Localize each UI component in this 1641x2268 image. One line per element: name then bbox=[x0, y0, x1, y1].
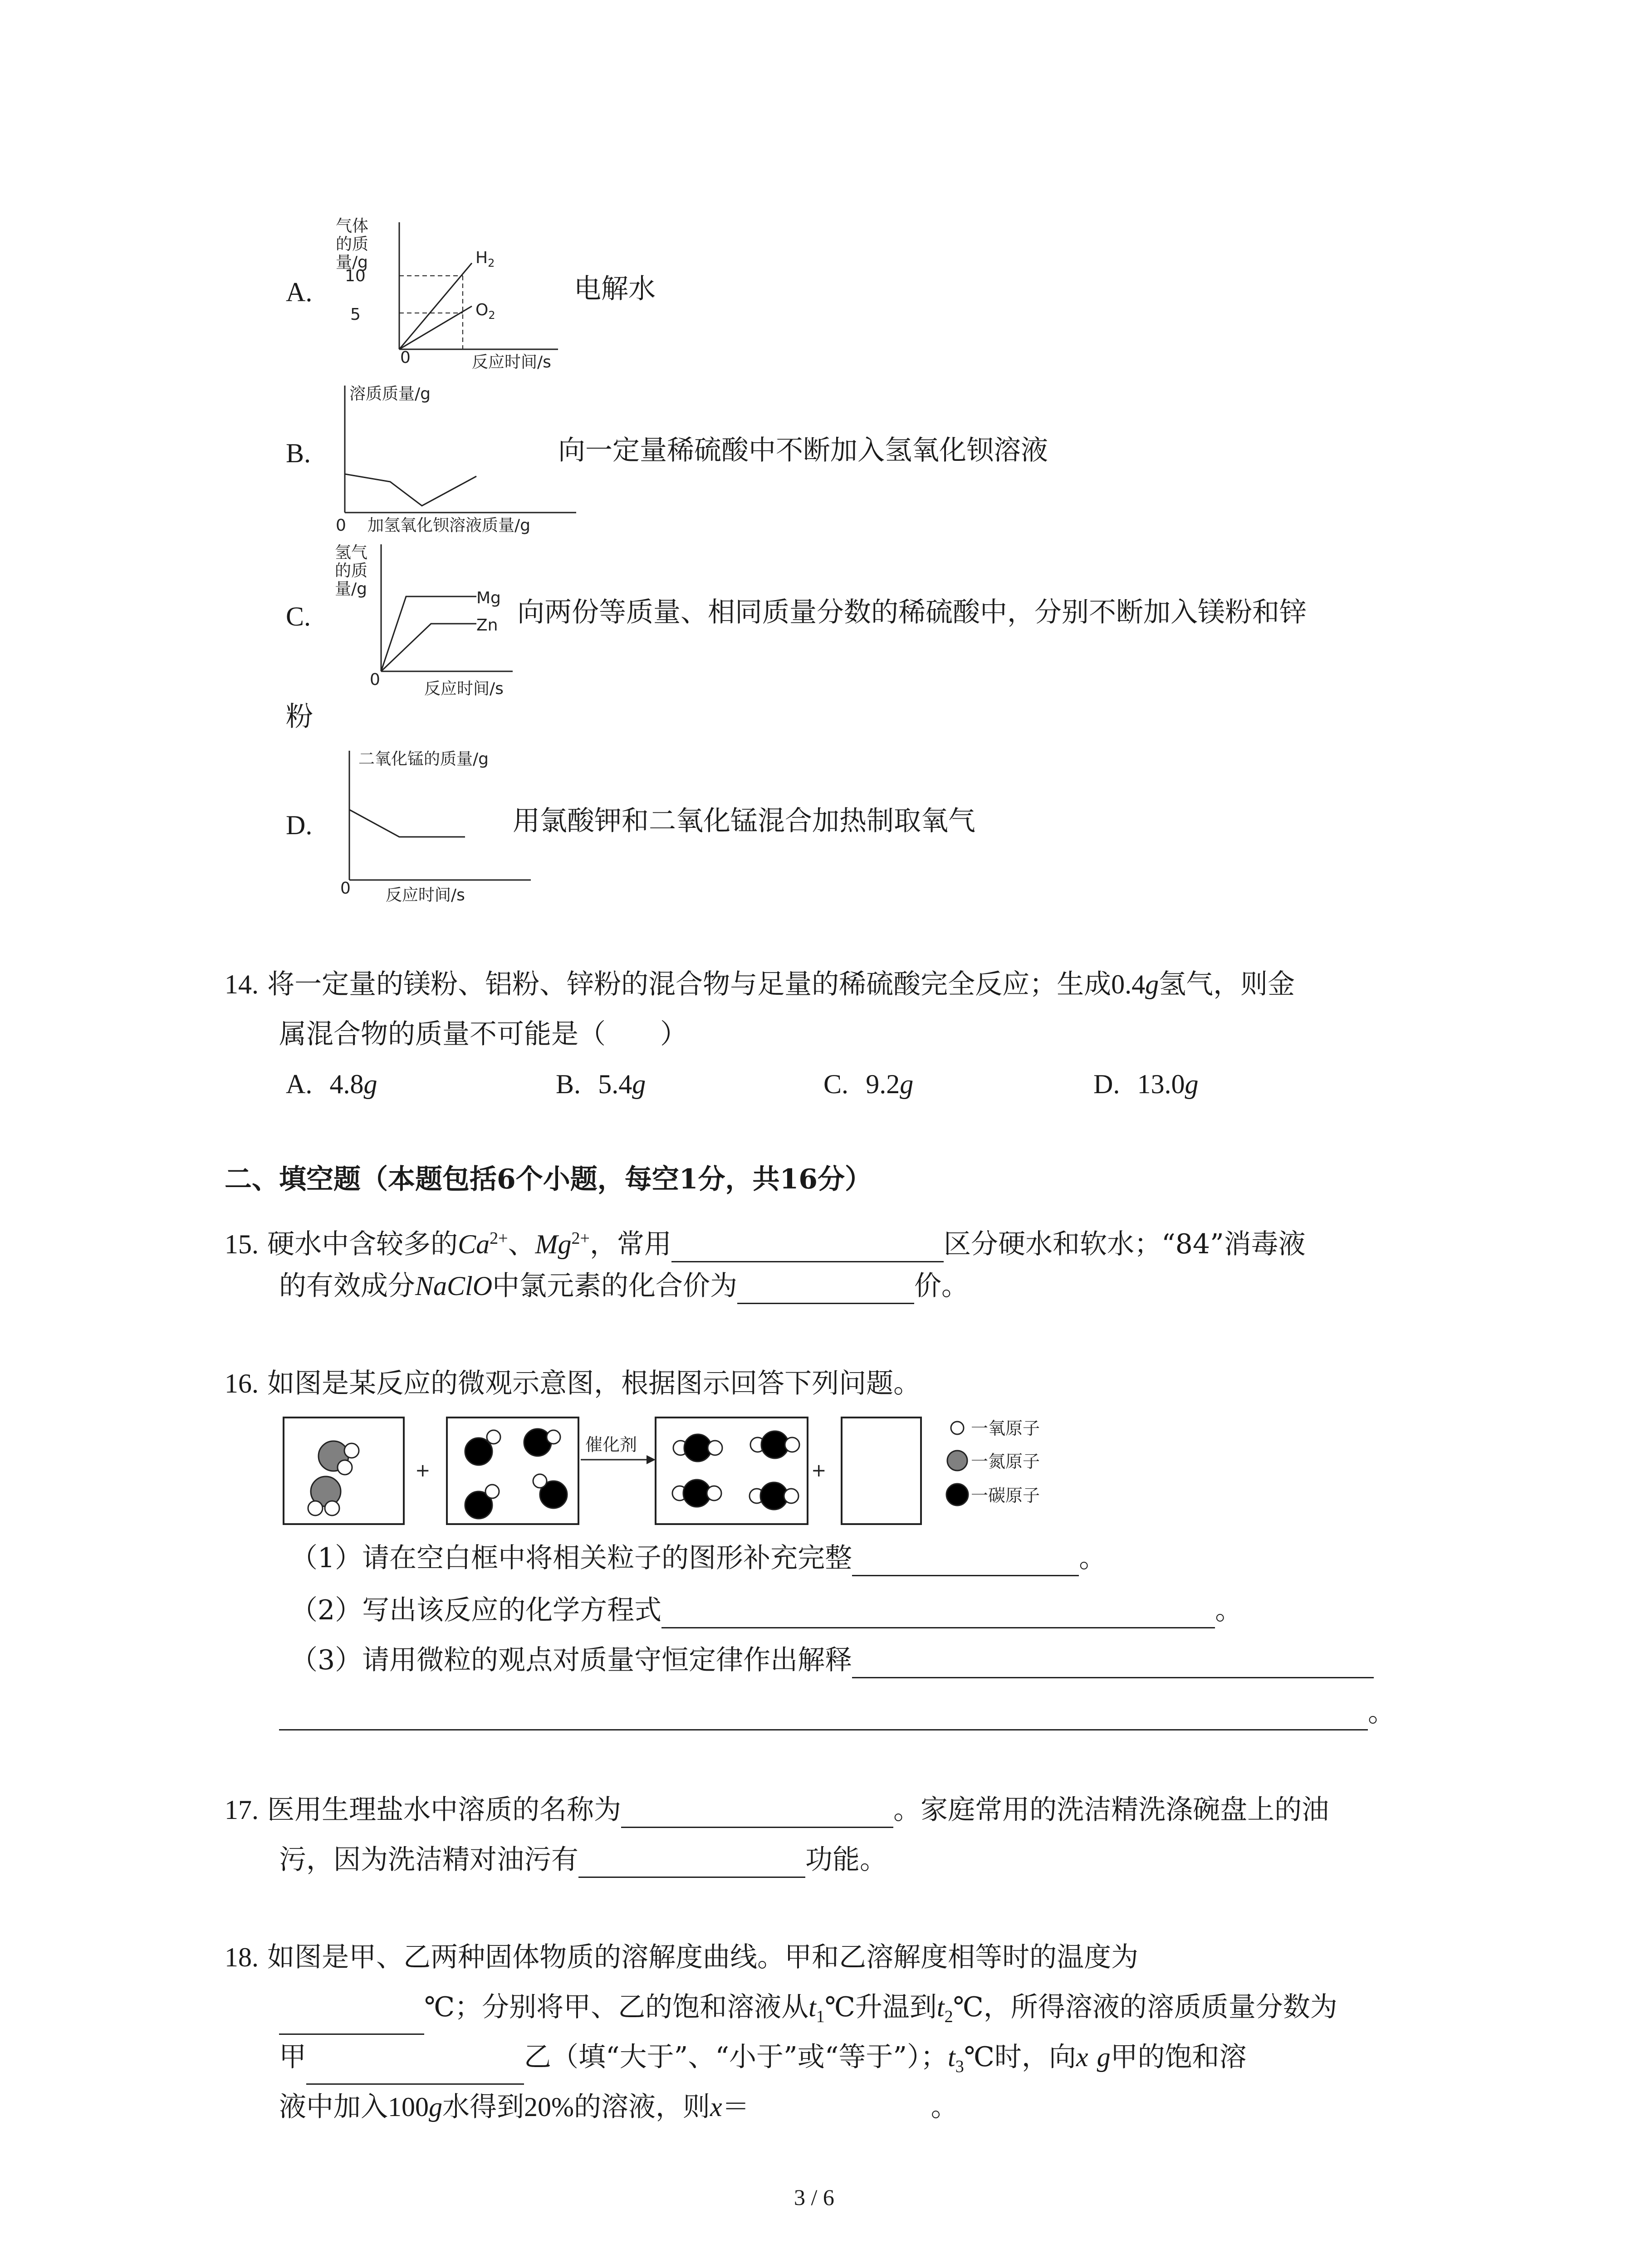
q16-blank-3b[interactable] bbox=[279, 1701, 1368, 1730]
graph-b-xlabel: 加氢氧化钡溶液质量/g bbox=[367, 516, 530, 535]
graph-b-origin: 0 bbox=[336, 516, 346, 535]
catalyst-label: 催化剂 bbox=[585, 1435, 637, 1455]
option-d-letter: D. bbox=[286, 810, 313, 840]
q14-option-b[interactable]: B. 5.4g bbox=[556, 1069, 646, 1099]
oxygen-atom-icon bbox=[951, 1422, 964, 1434]
option-c-desc-cont: 粉 bbox=[286, 701, 313, 733]
graph-b-ylabel: 溶质质量/g bbox=[349, 385, 431, 403]
q17-line1: 17. 医用生理盐水中溶质的名称为 。家庭常用的洗洁精洗涤碗盘上的油 bbox=[225, 1792, 1329, 1828]
q15-line2: 的有效成分NaClO中氯元素的化合价为 价。 bbox=[279, 1268, 969, 1304]
graph-c-zn-label: Zn bbox=[476, 616, 498, 635]
q14-option-d[interactable]: D. 13.0g bbox=[1093, 1069, 1199, 1099]
q16-sub2: （2）写出该反应的化学方程式 。 bbox=[290, 1592, 1242, 1628]
q17-blank-2[interactable] bbox=[578, 1848, 805, 1878]
q14-line2: 属混合物的质量不可能是（ ） bbox=[279, 1018, 687, 1050]
graph-a-xlabel: 反应时间/s bbox=[472, 353, 551, 371]
q15-line1: 15. 硬水中含较多的$Ca^{2+}$、$Mg^{2+}$，常用 区分硬水和软水；“84”消毒液 bbox=[225, 1220, 1306, 1262]
graph-c-xlabel: 反应时间/s bbox=[424, 679, 504, 698]
graph-a-o2-label: $O_2$ bbox=[475, 301, 495, 322]
q17-line2: 污，因为洗洁精对油污有 功能。 bbox=[279, 1842, 887, 1878]
reaction-diagram bbox=[277, 1406, 1093, 1533]
graph-d-ylabel: 二氧化锰的质量/g bbox=[358, 750, 489, 768]
option-a-letter: A. bbox=[286, 277, 313, 307]
q16-blank-3[interactable] bbox=[852, 1649, 1374, 1678]
legend-oxygen: 一氧原子 bbox=[971, 1418, 1040, 1438]
q18-line4: 液中加入100g水得到20%的溶液，则x＝ 。 bbox=[279, 2091, 958, 2123]
q18-line2: ℃；分别将甲、乙的饱和溶液从$t_1℃$升温到$t_2℃$，所得溶液的溶质质量分数为 bbox=[279, 1989, 1337, 2035]
plus-1: + bbox=[415, 1460, 431, 1481]
q15-blank-1[interactable] bbox=[671, 1233, 944, 1262]
graph-mno2 bbox=[331, 744, 540, 912]
graph-c-ylabel-3: 量/g bbox=[335, 580, 367, 598]
plus-2: + bbox=[811, 1460, 827, 1481]
graph-c-ylabel-2: 的质 bbox=[335, 562, 368, 580]
graph-a-ylabel-2: 的质 bbox=[336, 235, 369, 254]
q16-sub3: （3）请用微粒的观点对质量守恒定律作出解释 bbox=[290, 1642, 1374, 1678]
q14-option-c[interactable]: C. 9.2g bbox=[823, 1069, 914, 1099]
page-number: 3 / 6 bbox=[794, 2185, 834, 2210]
option-a-desc: 电解水 bbox=[574, 273, 656, 305]
zn-line bbox=[381, 624, 476, 671]
mg-line bbox=[381, 596, 476, 671]
option-d-desc: 用氯酸钾和二氧化锰混合加热制取氧气 bbox=[513, 805, 975, 837]
legend-nitrogen: 一氮原子 bbox=[971, 1452, 1040, 1471]
q16-sub1: （1）请在空白框中将相关粒子的图形补充完整 。 bbox=[290, 1540, 1106, 1576]
q18-line1: 18. 如图是甲、乙两种固体物质的溶解度曲线。甲和乙溶解度相等时的温度为 bbox=[225, 1941, 1139, 1973]
option-c-desc: 向两份等质量、相同质量分数的稀硫酸中，分别不断加入镁粉和锌 bbox=[517, 596, 1307, 628]
graph-c-mg-label: Mg bbox=[476, 589, 501, 607]
option-b-desc: 向一定量稀硫酸中不断加入氢氧化钡溶液 bbox=[558, 435, 1048, 466]
graph-d-origin: 0 bbox=[340, 879, 351, 898]
q18-blank-1[interactable] bbox=[279, 2005, 424, 2035]
empty-answer-box bbox=[842, 1418, 921, 1524]
q16-sub3-cont: 。 bbox=[279, 1694, 1395, 1730]
q15-blank-2[interactable] bbox=[737, 1275, 914, 1304]
mno2-line bbox=[349, 810, 465, 837]
graph-electrolysis bbox=[331, 213, 567, 376]
option-c-letter: C. bbox=[286, 601, 311, 631]
graph-a-tick-5: 5 bbox=[350, 305, 361, 324]
q17-blank-1[interactable] bbox=[621, 1799, 893, 1828]
graph-a-h2-label: $H_2$ bbox=[475, 249, 495, 269]
carbon-atom-icon bbox=[946, 1484, 968, 1505]
solute-mass-curve bbox=[345, 474, 476, 506]
q18-line3: 甲 乙（填“大于”、“小于”或“等于”）；$t_3℃$时，向x g甲的饱和溶 bbox=[279, 2039, 1247, 2085]
option-b-letter: B. bbox=[286, 438, 311, 468]
section-title: 二、填空题（本题包括6个小题，每空1分，共16分） bbox=[225, 1163, 872, 1195]
graph-a-origin: 0 bbox=[400, 348, 411, 367]
q16-stem: 16. 如图是某反应的微观示意图，根据图示回答下列问题。 bbox=[225, 1368, 921, 1399]
q18-blank-2[interactable] bbox=[306, 2055, 524, 2085]
graph-c-origin: 0 bbox=[370, 670, 380, 689]
q16-blank-1[interactable] bbox=[852, 1547, 1079, 1576]
nitrogen-atom-icon bbox=[947, 1451, 967, 1471]
graph-barium-hydroxide bbox=[331, 381, 585, 544]
legend-carbon: 一碳原子 bbox=[971, 1486, 1040, 1505]
q14-option-a[interactable]: A. 4.8g bbox=[286, 1069, 377, 1099]
graph-a-ylabel-3: 量/g bbox=[336, 253, 368, 272]
q14-line1: 14. 将一定量的镁粉、铝粉、锌粉的混合物与足量的稀硫酸完全反应；生成0.4g氢气，则金 bbox=[225, 968, 1295, 1000]
q16-blank-2[interactable] bbox=[661, 1599, 1215, 1628]
graph-a-tick-10: 10 bbox=[345, 267, 366, 285]
graph-mg-zn bbox=[331, 540, 522, 708]
graph-a-ylabel-1: 气体 bbox=[336, 217, 369, 235]
graph-d-xlabel: 反应时间/s bbox=[386, 886, 465, 904]
graph-c-ylabel-1: 氢气 bbox=[335, 543, 368, 562]
